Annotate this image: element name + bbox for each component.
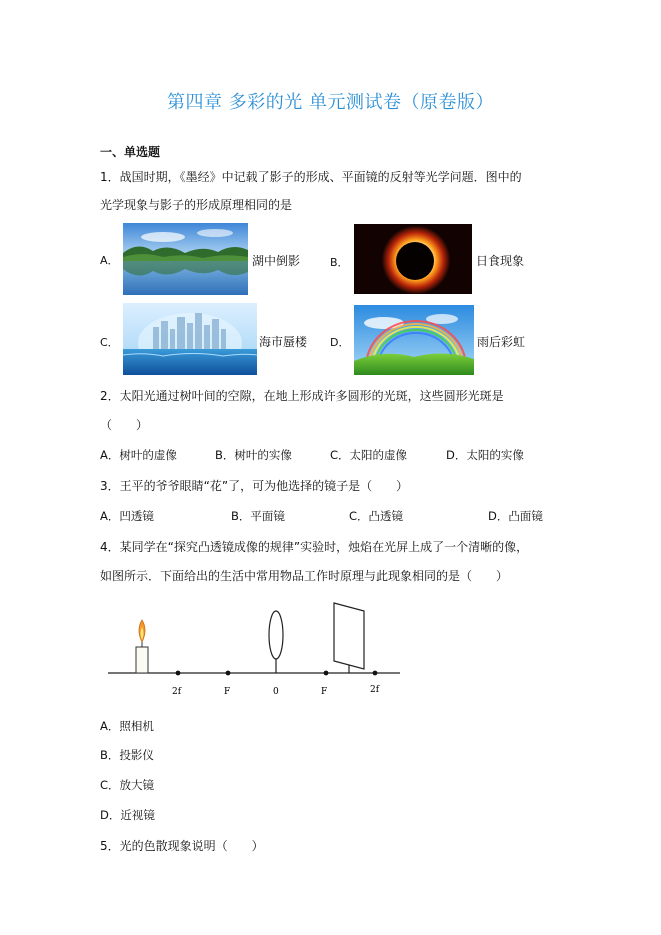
lens-experiment-diagram xyxy=(100,598,420,703)
q1-option-a-key: A． xyxy=(100,254,119,267)
axis-label-f-left: F xyxy=(224,687,231,697)
q4-line2: 如图所示．下面给出的生活中常用物品工作时原理与此现象相同的是（ ） xyxy=(100,569,509,583)
point-f-right xyxy=(324,671,329,676)
axis-label-2f-left: 2f xyxy=(172,687,182,697)
q3-option-b[interactable]: B．平面镜 xyxy=(231,509,285,523)
q3-option-a[interactable]: A．凹透镜 xyxy=(100,509,154,523)
mirage-image[interactable] xyxy=(123,303,257,375)
q4-option-c[interactable]: C．放大镜 xyxy=(100,778,155,792)
q2-line2: （ ） xyxy=(100,418,149,432)
section-heading: 一、单选题 xyxy=(100,145,161,159)
page-title: 第四章 多彩的光 单元测试卷（原卷版） xyxy=(167,92,494,113)
q1-option-c-caption: 海市蜃楼 xyxy=(259,335,308,349)
q2-line1: 2．太阳光通过树叶间的空隙，在地上形成许多圆形的光斑，这些圆形光斑是 xyxy=(100,389,504,403)
q1-option-b-key: B． xyxy=(330,256,349,269)
axis-label-f-right: F xyxy=(321,687,328,697)
q1-line2: 光学现象与影子的形成原理相同的是 xyxy=(100,198,293,212)
q2-option-d[interactable]: D．太阳的实像 xyxy=(446,448,524,462)
point-2f-right xyxy=(373,671,378,676)
q1-option-c-key: C． xyxy=(100,336,119,349)
q4-line1: 4．某同学在“探究凸透镜成像的规律”实验时，烛焰在光屏上成了一个清晰的像， xyxy=(100,540,529,554)
solar-eclipse-image[interactable] xyxy=(354,224,472,294)
q4-option-b[interactable]: B．投影仪 xyxy=(100,748,154,762)
lake-reflection-image[interactable] xyxy=(123,223,248,295)
q2-option-a[interactable]: A．树叶的虚像 xyxy=(100,448,177,462)
q5-line1: 5．光的色散现象说明（ ） xyxy=(100,839,264,853)
q3-option-c[interactable]: C．凸透镜 xyxy=(349,509,404,523)
q1-option-d-caption: 雨后彩虹 xyxy=(477,335,526,349)
axis-label-2f-right: 2f xyxy=(370,685,380,695)
q1-option-b-caption: 日食现象 xyxy=(476,254,525,268)
q4-option-a[interactable]: A．照相机 xyxy=(100,719,154,733)
q2-option-c[interactable]: C．太阳的虚像 xyxy=(330,448,408,462)
light-screen xyxy=(334,603,364,673)
q1-option-a-caption: 湖中倒影 xyxy=(252,254,301,268)
q3-option-d[interactable]: D．凸面镜 xyxy=(488,509,543,523)
q4-option-d[interactable]: D．近视镜 xyxy=(100,808,155,822)
point-f-left xyxy=(226,671,231,676)
point-2f-left xyxy=(176,671,181,676)
rainbow-image[interactable] xyxy=(354,305,474,375)
candle-icon xyxy=(136,620,148,673)
q1-line1: 1．战国时期，《墨经》中记载了影子的形成、平面镜的反射等光学问题．图中的 xyxy=(100,170,522,184)
convex-lens xyxy=(269,611,283,673)
q2-option-b[interactable]: B．树叶的实像 xyxy=(215,448,292,462)
q1-option-d-key: D． xyxy=(330,336,350,349)
q3-line1: 3．王平的爷爷眼睛“花”了，可为他选择的镜子是（ ） xyxy=(100,479,409,493)
axis-label-origin: 0 xyxy=(273,687,279,697)
